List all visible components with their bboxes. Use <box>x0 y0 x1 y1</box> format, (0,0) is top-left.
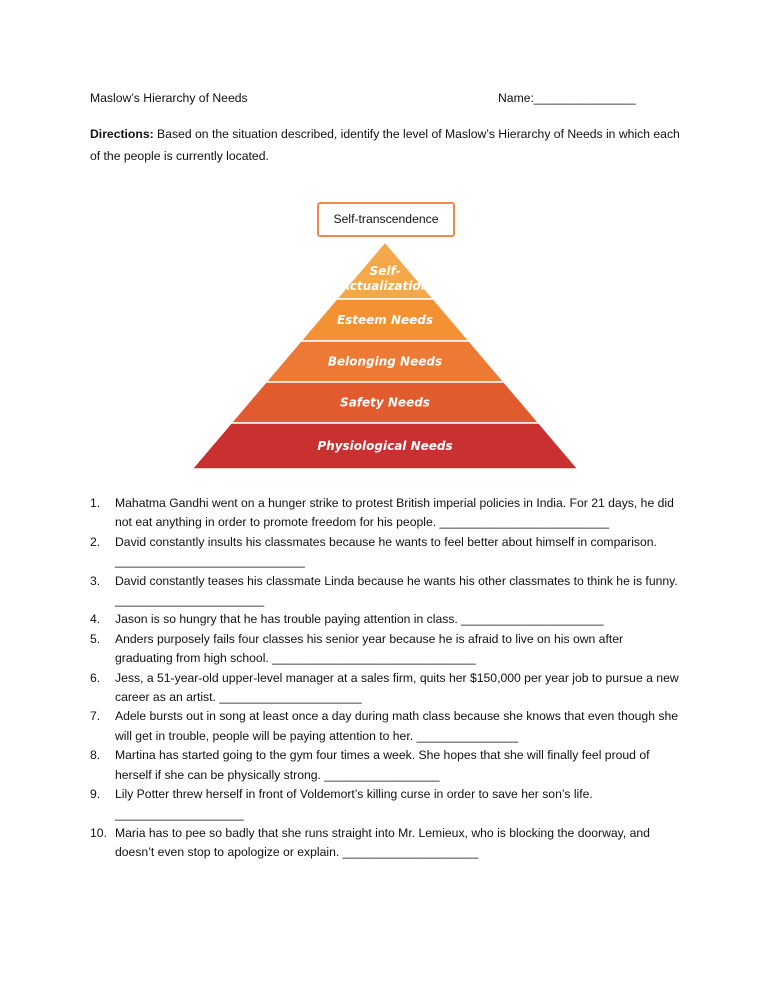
directions <box>90 123 690 167</box>
directions-text: Based on the situation described, identify the level of Maslow’s Hierarchy of Needs in which each of the people is currently located. <box>90 127 680 163</box>
question-item <box>90 533 682 572</box>
name-field: Name:_______________ <box>498 91 636 105</box>
question-item <box>90 630 682 669</box>
question-text: Anders purposely fails four classes his senior year because he is afraid to live on his own after graduating from high school. ______________________________ <box>115 631 624 666</box>
question-item <box>90 707 682 746</box>
question-text: Lily Potter threw herself in front of Voldemort’s killing curse in order to save her son’s life. ___________________ <box>115 787 593 821</box>
question-item <box>90 785 682 824</box>
pyramid-level-label: Physiological Needs <box>317 439 453 453</box>
question-number: 5. <box>90 631 101 646</box>
question-item <box>90 824 682 863</box>
pyramid-level-label: Belonging Needs <box>327 354 443 369</box>
question-number: 7. <box>90 709 101 724</box>
question-text: Jason is so hungry that he has trouble paying attention in class. _____________________ <box>115 612 604 627</box>
question-number: 8. <box>90 748 101 763</box>
pyramid-level-label: Self- <box>369 264 401 278</box>
question-number: 3. <box>90 573 101 588</box>
question-item <box>90 572 682 611</box>
pyramid-level-label: Actualization <box>340 279 430 293</box>
question-number: 2. <box>90 534 101 549</box>
question-number: 1. <box>90 496 101 510</box>
question-list <box>90 494 682 863</box>
directions-label: Directions: <box>90 127 154 141</box>
question-number: 4. <box>90 612 101 627</box>
question-item <box>90 494 682 533</box>
self-transcendence-box: Self-transcendence <box>317 202 455 237</box>
question-text: Mahatma Gandhi went on a hunger strike to protest British imperial policies in India. For 21 days, he did not eat anything in order to promote freedom for his people. _________________________ <box>115 496 674 530</box>
pyramid-level-label: Esteem Needs <box>336 313 434 327</box>
pyramid-level-label: Safety Needs <box>340 395 430 410</box>
worksheet-title: Maslow’s Hierarchy of Needs <box>90 91 248 105</box>
question-number: 9. <box>90 787 101 802</box>
question-number: 6. <box>90 670 101 685</box>
question-text: Adele bursts out in song at least once a day during math class because she knows that even though she will get in trouble, people will be paying attention to her. _______________ <box>115 709 679 743</box>
question-item <box>90 746 682 785</box>
question-number: 10. <box>90 825 107 840</box>
question-text: Jess, a 51-year-old upper-level manager at a sales firm, quits her $150,000 per year job to pursue a new career as an artist. _____________________ <box>115 670 679 705</box>
question-text: Martina has started going to the gym four times a week. She hopes that she will finally feel proud of herself if she can be physically strong. _________________ <box>115 748 650 782</box>
question-text: David constantly insults his classmates because he wants to feel better about himself in comparison. ____________________________ <box>115 534 657 569</box>
question-item <box>90 610 682 629</box>
question-text: Maria has to pee so badly that she runs straight into Mr. Lemieux, who is blocking the doorway, and doesn’t even stop to apologize or explain. ____________________ <box>115 825 650 860</box>
maslow-pyramid <box>190 240 580 472</box>
question-text: David constantly teases his classmate Linda because he wants his other classmates to think he is funny. ______________________ <box>115 573 678 608</box>
question-item <box>90 669 682 708</box>
